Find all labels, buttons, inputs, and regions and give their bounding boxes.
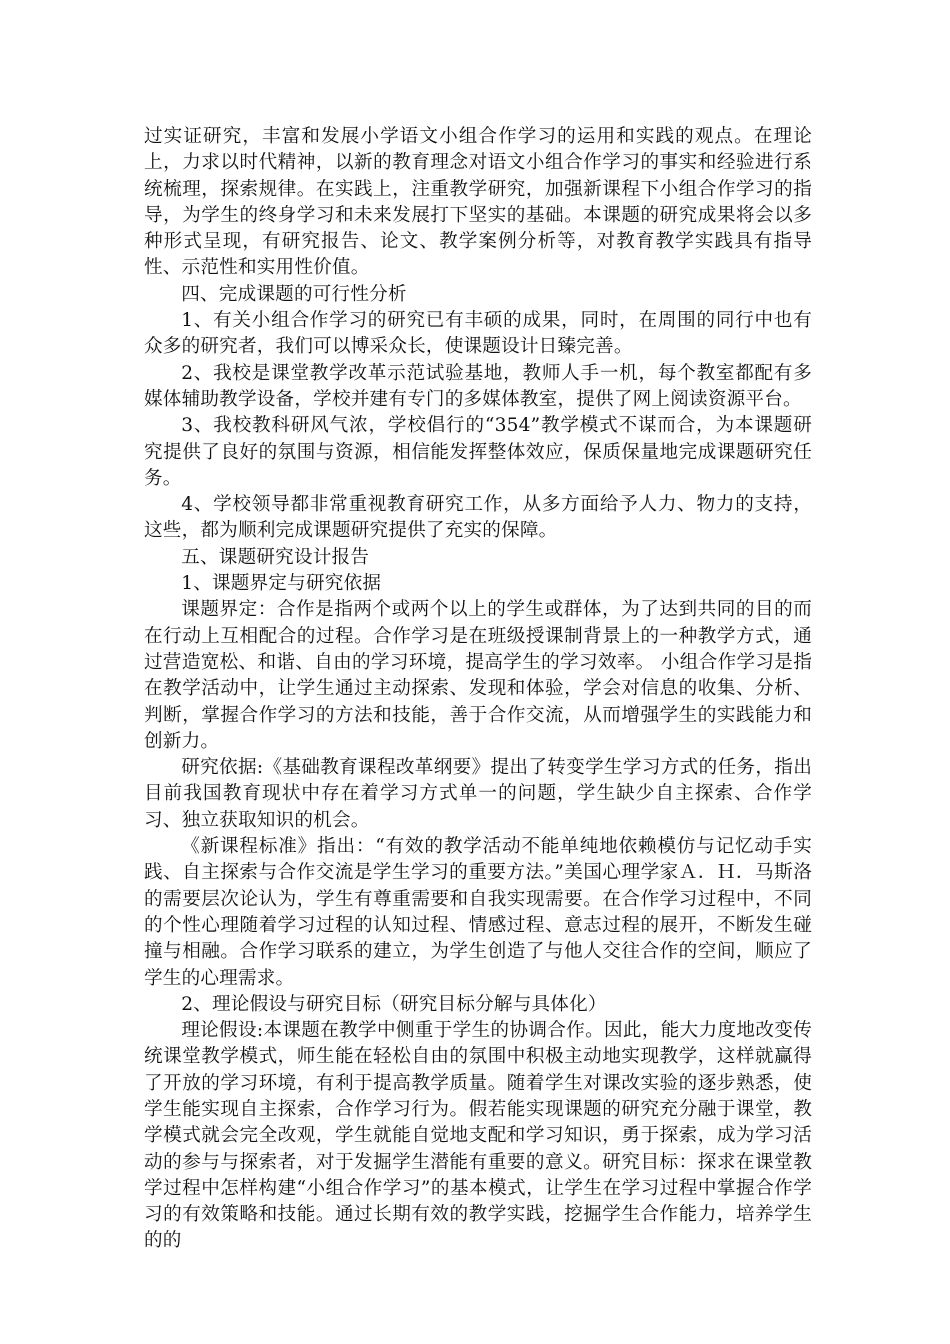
paragraph-research-significance: 过实证研究，丰富和发展小学语文小组合作学习的运用和实践的观点。在理论上，力求以时代精神，以新的教育理念对语文小组合作学习的事实和经验进行系统梳理，探索规律。在实践上，注重教学研究，加强新课程下小组合作学习的指导，为学生的终身学习和未来发展打下坚实的基础。本课题的研究成果将会以多种形式呈现，有研究报告、论文、教学案例分析等，对教育教学实践具有指导性、示范性和实用性价值。: [144, 126, 812, 279]
subsection-heading-definition-basis: 1、课题界定与研究依据: [181, 573, 382, 595]
section-heading-design-report: 五、课题研究设计报告: [181, 546, 370, 568]
paragraph-research-basis: 研究依据:《基础教育课程改革纲要》提出了转变学生学习方式的任务，指出目前我国教育现状中存在着学习方式单一的问题，学生缺少自主探索、合作学习、独立获取知识的机会。: [144, 757, 812, 831]
paragraph-curriculum-standard: 《新课程标准》指出：“有效的教学活动不能单纯地依赖模仿与记忆动手实践、自主探索与合作交流是学生学习的重要方法。”美国心理学家Ａ．Ｈ．马斯洛的需要层次论认为，学生有尊重需要和自我实现需要。在合作学习过程中，不同的个性心理随着学习过程的认知过程、情感过程、意志过程的展开，不断发生碰撞与相融。合作学习联系的建立，为学生创造了与他人交往合作的空间，顺应了学生的心理需求。: [144, 836, 812, 989]
paragraph-feasibility-3: 3、我校教科研风气浓，学校倡行的“354”教学模式不谋而合，为本课题研究提供了良好的氛围与资源，相信能发挥整体效应，保质保量地完成课题研究任务。: [144, 415, 812, 489]
paragraph-hypothesis-goals: 理论假设:本课题在教学中侧重于学生的协调合作。因此，能大力度地改变传统课堂教学模式，师生能在轻松自由的氛围中积极主动地实现教学，这样就赢得了开放的学习环境，有利于提高教学质量。随着学生对课改实验的逐步熟悉，使学生能实现自主探索，合作学习行为。假若能实现课题的研究充分融于课堂，教学模式就会完全改观，学生就能自觉地支配和学习知识，勇于探索，成为学习活动的参与与探索者，对于发掘学生潜能有重要的意义。研究目标：探求在课堂教学过程中怎样构建“小组合作学习”的基本模式，让学生在学习过程中掌握合作学习的有效策略和技能。通过长期有效的教学实践，挖掘学生合作能力，培养学生的的: [144, 1020, 812, 1252]
subsection-heading-hypothesis-goals: 2、理论假设与研究目标（研究目标分解与具体化）: [181, 993, 607, 1015]
paragraph-feasibility-2: 2、我校是课堂教学改革示范试验基地，教师人手一机，每个教室都配有多媒体辅助教学设备，学校并建有专门的多媒体教室，提供了网上阅读资源平台。: [144, 362, 812, 410]
document-body: [144, 124, 812, 1255]
paragraph-topic-definition: 课题界定：合作是指两个或两个以上的学生或群体，为了达到共同的目的而在行动上互相配合的过程。合作学习是在班级授课制背景上的一种教学方式，通过营造宽松、和谐、自由的学习环境，提高学生的学习效率。 小组合作学习是指在教学活动中，让学生通过主动探索、发现和体验，学会对信息的收集、分析、判断，掌握合作学习的方法和技能，善于合作交流，从而增强学生的实践能力和创新力。: [144, 599, 812, 752]
paragraph-feasibility-4: 4、学校领导都非常重视教育研究工作，从多方面给予人力、物力的支持，这些，都为顺利完成课题研究提供了充实的保障。: [144, 494, 812, 542]
section-heading-feasibility: 四、完成课题的可行性分析: [181, 283, 407, 305]
paragraph-feasibility-1: 1、有关小组合作学习的研究已有丰硕的成果，同时，在周围的同行中也有众多的研究者，我们可以博采众长，使课题设计日臻完善。: [144, 310, 812, 358]
